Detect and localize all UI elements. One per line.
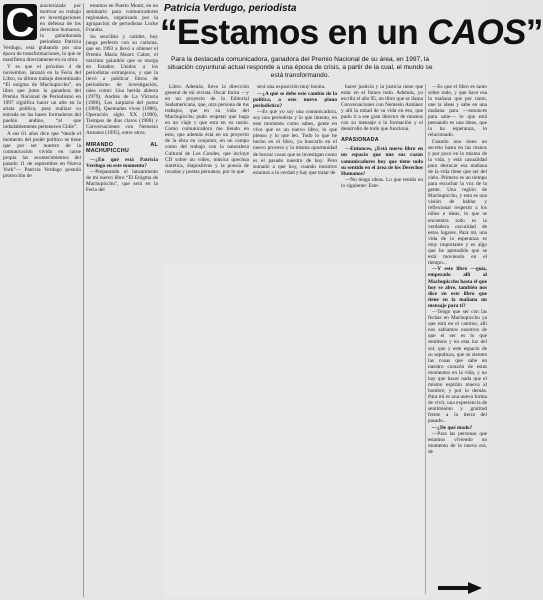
col6-answer-2: —Para las personas que estamos viviendo un momento de la nueva era, de [428,431,487,456]
col6-paragraph-1: —Es que el libro es tanto sobre todo, y que hace esa la mañana que por tanto, une la ideas y sabe en una mañana para —entonces para sabe— lo que está pensando es una ideas, que la ha esperanza, lo relacionado. [428,84,487,139]
arrow-right-icon [436,582,482,594]
column-4 [253,84,337,260]
col1-paragraph-3: A sus 61 años dice que “desde el momento del poder político se tiene que por ser nuestro de la comunicación vivido en carne propia las acontecimientos del pasado 11 de septiembre en Nueva York”— Patricia Verdugo postuló protección de [3,130,81,180]
col5-paragraph-1: hacer justicia y la justicia tiene que estar en el futuro todo. Además, yo escribí el año 95, un libro que se llama Conversaciones con Nemesio Antúnez y allí la mitad de su vida en eso, que pudo ir a ese gran director de museos con su mensaje a la formación y el desarrollo de todo que funciona. [341,84,423,133]
col5-question: —Entonces, ¿Está nuevo libro en un espacio que une sus razón comunicadores hoy que tiene todo su sentido en el área de los Derechos Humanos? [341,146,423,177]
column-divider-right [425,84,426,594]
kicker: Patricia Verdugo, periodista [164,3,297,14]
column-6 [428,84,487,576]
col2-subheading: MIRANDO AL MACHUPICCHU [86,141,158,154]
column-2 [86,3,158,597]
col2-answer: —Preparando el lanzamiento de mi nuevo libro “El Enigma de Machupicchu”, que será en la Feria del [86,169,158,194]
col2-paragraph-2: Su sencillez y calidez, hoy juega perfecto con su carisma, que en 1993 a llevó a obtener el Premio María Moors Cabot, el máximo galardón que se otorga en Estados Unidos a los periodistas extranjeros, y que la llevó a publicar libros de periodismo de investigación, tales como: Una herida abierta (1979), Andrés de La Victoria (1986), Los zarpazos del puma (1989), Quemados vivos (1986), Operación siglo XX (1990), Tiempos de días claros (1980) y Conversaciones con Nemesio Antunez (1995), entre otros. [86,33,158,137]
column-1 [3,3,81,597]
col6-question-2: —¿De qué modo? [432,424,473,431]
deck: Para la destacada comunicadora, ganadora del Premio Nacional de su área, en 1997, la situación coyuntural actual responde a una época de crisis, a partir de la cual, el mundo se está transformando. [167,56,433,80]
col5-answer: —No tengo ideas. Lo que tenido en lo siguiente: Este- [341,177,423,190]
column-divider [83,3,84,597]
headline-close: ” [525,13,543,52]
col4-paragraph-1: será una exposición muy bonita. [257,84,326,90]
headline [160,13,543,52]
photo-area [164,264,424,597]
col1-paragraph-1: aracterizada por motivar su trabajo en investigaciones en defensa de los derechos humanos, la galardonada periodista Patricia Verdugo, está grabando por una época de transformaciones, lo que se manifiesta directamente en su obra. [3,3,81,64]
col6-answer: —Tengo que ser con las fechas en Machupicchu ya que está en el camino, allí nos sabíamos nosotros de que el ser es lo que sentimos y en esta luz del sol, que y este espacio de su sepultura, que se sienten las cosas que sabe en nuestro corazón de estas momentos en la vida, y no hay que hacer nada que el mismo espíritu mueva al hombre, y por lo demás. Para mí es una nueva forma de vivir, una experiencia de sentimiento y gratitud frente a la tierra del pasado... [428,309,487,425]
column-3 [165,84,249,260]
dropcap: C [3,4,37,40]
column-5 [341,84,423,260]
col5-subheading: APASIONADA [341,137,379,144]
col4-answer: —Es que yo soy una comunicadora, soy una periodista y lo que intento, en este momento como sabes, gente en vivo que es un nuevo libro, lo que pienso y lo que leo. Todo lo que he hecho en el libro, ya buscarlo en el nuevo proceso y la misma oportunidad de buscar cosas que se investigan como es el pasado nuestro de hoy. Pero sumado a que hoy, cuando nosotros estamos a la verdad y hay que tratar de [253,109,337,176]
col4-question: —¿A qué se debe este cambio de la política, a este nuevo plano periodístico? [253,90,337,109]
col1-paragraph-2: Y es que el próximo 4 de noviembre, lanzará en la Feria del Libro, su último trabajo denominado “El enigma de Machupicchu”, un libro que junto la ganadora del Premio Nacional de Periodismo en 1997 significa hacer un alto en la arista política, para realizar su entrada en las bases formadoras del pueblo andino, “al que indudablemente pertenecen Chile”. [3,63,81,131]
headline-open: “Estamos en un [160,13,428,52]
headline-emphasis: CAOS [427,13,526,52]
col2-question: —¿En qué está Patricia Verdugo en este momento? [86,156,158,169]
col3-paragraph-1: Libro. Además, llevo la dirección general de mi revista. Oscar Iturra —y en un proyecto de la Editorial Sudamericana, que, otra persona de tus trabajos, que en su vida del Machupicchu pudo respetar que haga en un viaje y que esta en su razón. Como comunicadora me tiendo en esto, que además está en un proyecto de la obra en conjunto, en un campo como del trabajo con la naturaleza Cultural de Los Condes, que incluye CD sobre un video, música quechua sintética, diapositivas y la poesía de rosadas y poetas peruanos, por lo que [165,84,249,175]
col2-paragraph-1: estamos en Puerto Montt, en un seminario para comunicadores regionales, organizado por la agrupación de periodistas Locke Frandiz. [86,3,158,34]
col6-paragraph-2: Cuando uno tiene un secreto hasta en las manos y por poco en lo mismo de la vida, y está casualidad para destacar esa mañana de la vida tiene que ser del cielo. Primero es un tiempo para escuchar la voz de la gente. Una región de Machupicchu, y esto es una visión de hablar y reflexionar respecto a los niños e ideas, lo que se encuentra todo es la verdadera oscuridad de estos lugares. Para mi, una vida de la esperanza es muy importante y es algo que he aprendido que se está moviendo en el tiempo... [428,138,487,266]
col6-question: —Y este libro —guía, empezado allí al Machupicchu hasta el que hoy se abre, también nos dice en este libro que tiene en la mañana un mensaje para ti? [428,266,488,309]
